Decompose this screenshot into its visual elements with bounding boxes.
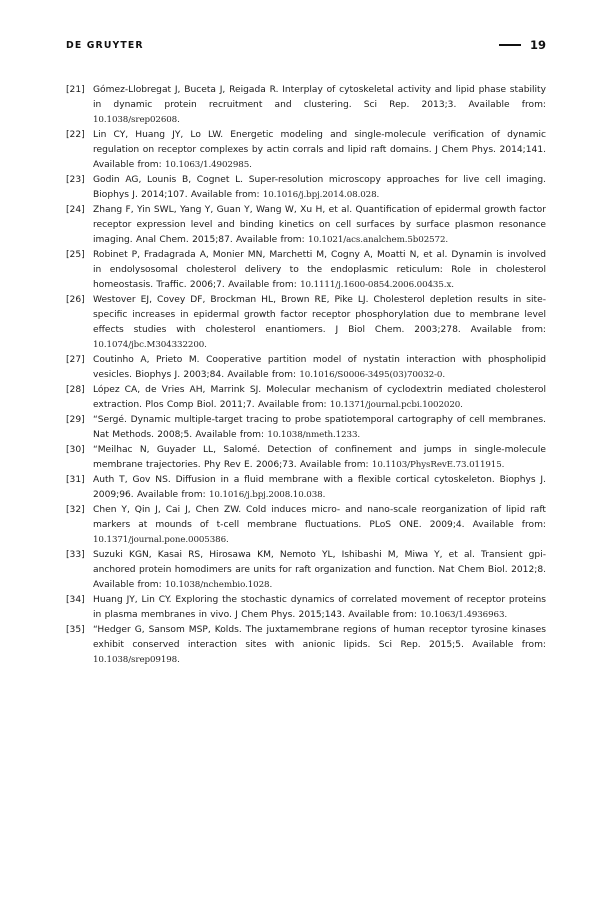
reference-label: [35] bbox=[66, 625, 85, 635]
reference-doi: 10.1021/acs.analchem.5b02572. bbox=[308, 235, 449, 245]
reference-doi: 10.1371/journal.pone.0005386. bbox=[93, 535, 229, 545]
reference-citation: Westover EJ, Covey DF, Brockman HL, Brown RE, Pike LJ. Cholesterol depletion results in site-specific increases in epidermal growth factor receptor phosphorylation due to membrane level effects studies with cholesterol enantiomers. J Biol Chem. 2003;278. Available from: bbox=[93, 295, 546, 335]
reference-label: [27] bbox=[66, 355, 85, 365]
reference-doi: 10.1074/jbc.M304332200. bbox=[93, 340, 207, 350]
reference-doi: 10.1038/nmeth.1233. bbox=[267, 430, 361, 440]
reference-text bbox=[93, 173, 546, 203]
reference-label: [28] bbox=[66, 385, 85, 395]
reference-entry bbox=[66, 353, 546, 383]
reference-entry bbox=[66, 443, 546, 473]
reference-text bbox=[93, 443, 546, 473]
reference-text bbox=[93, 623, 546, 668]
reference-citation: “Sergé. Dynamic multiple-target tracing to probe spatiotemporal cartography of cell membranes. Nat Methods. 2008;5. Available from: bbox=[93, 415, 546, 440]
reference-entry bbox=[66, 128, 546, 173]
reference-label: [26] bbox=[66, 295, 85, 305]
reference-doi: 10.1038/nchembio.1028. bbox=[164, 580, 273, 590]
horizontal-rule-icon bbox=[499, 44, 521, 46]
reference-doi: 10.1371/journal.pcbi.1002020. bbox=[329, 400, 463, 410]
reference-citation: Huang JY, Lin CY. Exploring the stochastic dynamics of correlated movement of receptor proteins in plasma membranes in vivo. J Chem Phys. 2015;143. Available from: bbox=[93, 595, 546, 620]
reference-doi: 10.1016/j.bpj.2014.08.028. bbox=[262, 190, 380, 200]
reference-label: [25] bbox=[66, 250, 85, 260]
reference-text bbox=[93, 413, 546, 443]
reference-label: [30] bbox=[66, 445, 85, 455]
folio bbox=[499, 38, 546, 52]
reference-citation: Lin CY, Huang JY, Lo LW. Energetic modeling and single-molecule verification of dynamic regulation on receptor complexes by actin corrals and lipid raft domains. J Chem Phys. 2014;141. Available from: bbox=[93, 130, 546, 170]
publisher-brand: DE GRUYTER bbox=[66, 39, 144, 51]
reference-list bbox=[66, 83, 546, 668]
reference-entry bbox=[66, 623, 546, 668]
reference-entry bbox=[66, 203, 546, 248]
reference-label: [24] bbox=[66, 205, 85, 215]
page-number: 19 bbox=[529, 38, 546, 52]
reference-citation: Suzuki KGN, Kasai RS, Hirosawa KM, Nemoto YL, Ishibashi M, Miwa Y, et al. Transient gpi-anchored protein homodimers are units for raft organization and function. Nat Chem Biol. 2012;8. Available from: bbox=[93, 550, 546, 590]
reference-entry bbox=[66, 413, 546, 443]
reference-text bbox=[93, 128, 546, 173]
reference-entry bbox=[66, 548, 546, 593]
reference-citation: “Hedger G, Sansom MSP, Kolds. The juxtamembrane regions of human receptor tyrosine kinases exhibit conserved interaction sites with anionic lipids. Sci Rep. 2015;5. Available from: bbox=[93, 625, 546, 650]
reference-label: [21] bbox=[66, 85, 85, 95]
reference-entry bbox=[66, 593, 546, 623]
reference-doi: 10.1063/1.4936963. bbox=[420, 610, 508, 620]
reference-entry bbox=[66, 173, 546, 203]
reference-text bbox=[93, 548, 546, 593]
reference-label: [34] bbox=[66, 595, 85, 605]
reference-entry bbox=[66, 293, 546, 353]
reference-entry bbox=[66, 383, 546, 413]
reference-text bbox=[93, 593, 546, 623]
reference-text bbox=[93, 353, 546, 383]
reference-doi: 10.1111/j.1600-0854.2006.00435.x. bbox=[300, 280, 454, 290]
reference-citation: Zhang F, Yin SWL, Yang Y, Guan Y, Wang W, Xu H, et al. Quantification of epidermal growth factor receptor expression level and binding kinetics on cell surfaces by surface plasmon resonance imaging. Anal Chem. 2015;87. Available from: bbox=[93, 205, 546, 245]
reference-doi: 10.1038/srep02608. bbox=[93, 115, 180, 125]
reference-doi: 10.1038/srep09198. bbox=[93, 655, 180, 665]
reference-citation: Coutinho A, Prieto M. Cooperative partition model of nystatin interaction with phospholipid vesicles. Biophys J. 2003;84. Available from: bbox=[93, 355, 546, 380]
reference-citation: López CA, de Vries AH, Marrink SJ. Molecular mechanism of cyclodextrin mediated cholesterol extraction. Plos Comp Biol. 2011;7. Available from: bbox=[93, 385, 546, 410]
reference-citation: Robinet P, Fradagrada A, Monier MN, Marchetti M, Cogny A, Moatti N, et al. Dynamin is involved in endolysosomal cholesterol delivery to the endoplasmic reticulum: Role in cholesterol homeostasis. Traffic. 2006;7. Available from: bbox=[93, 250, 546, 290]
reference-text bbox=[93, 248, 546, 293]
reference-text bbox=[93, 203, 546, 248]
reference-label: [32] bbox=[66, 505, 85, 515]
reference-label: [23] bbox=[66, 175, 85, 185]
reference-doi: 10.1016/j.bpj.2008.10.038. bbox=[208, 490, 326, 500]
reference-text bbox=[93, 503, 546, 548]
reference-entry bbox=[66, 503, 546, 548]
reference-label: [22] bbox=[66, 130, 85, 140]
reference-label: [29] bbox=[66, 415, 85, 425]
reference-citation: Chen Y, Qin J, Cai J, Chen ZW. Cold induces micro- and nano-scale reorganization of lipid raft markers at mounds of t-cell membrane fluctuations. PLoS ONE. 2009;4. Available from: bbox=[93, 505, 546, 530]
reference-entry bbox=[66, 248, 546, 293]
reference-doi: 10.1063/1.4902985. bbox=[164, 160, 252, 170]
reference-text bbox=[93, 83, 546, 128]
reference-text bbox=[93, 293, 546, 353]
reference-label: [31] bbox=[66, 475, 85, 485]
reference-text bbox=[93, 383, 546, 413]
reference-citation: Auth T, Gov NS. Diffusion in a fluid membrane with a flexible cortical cytoskeleton. Biophys J. 2009;96. Available from: bbox=[93, 475, 546, 500]
reference-citation: Godin AG, Lounis B, Cognet L. Super-resolution microscopy approaches for live cell imaging. Biophys J. 2014;107. Available from: bbox=[93, 175, 546, 200]
reference-entry bbox=[66, 83, 546, 128]
reference-doi: 10.1016/S0006-3495(03)70032-0. bbox=[299, 370, 446, 380]
reference-entry bbox=[66, 473, 546, 503]
reference-citation: “Meilhac N, Guyader LL, Salomé. Detection of confinement and jumps in single-molecule membrane trajectories. Phy Rev E. 2006;73. Available from: bbox=[93, 445, 546, 470]
reference-citation: Gómez-Llobregat J, Buceta J, Reigada R. Interplay of cytoskeletal activity and lipid phase stability in dynamic protein recruitment and clustering. Sci Rep. 2013;3. Available from: bbox=[93, 85, 546, 110]
reference-doi: 10.1103/PhysRevE.73.011915. bbox=[371, 460, 505, 470]
running-header bbox=[66, 36, 546, 54]
reference-label: [33] bbox=[66, 550, 85, 560]
reference-text bbox=[93, 473, 546, 503]
